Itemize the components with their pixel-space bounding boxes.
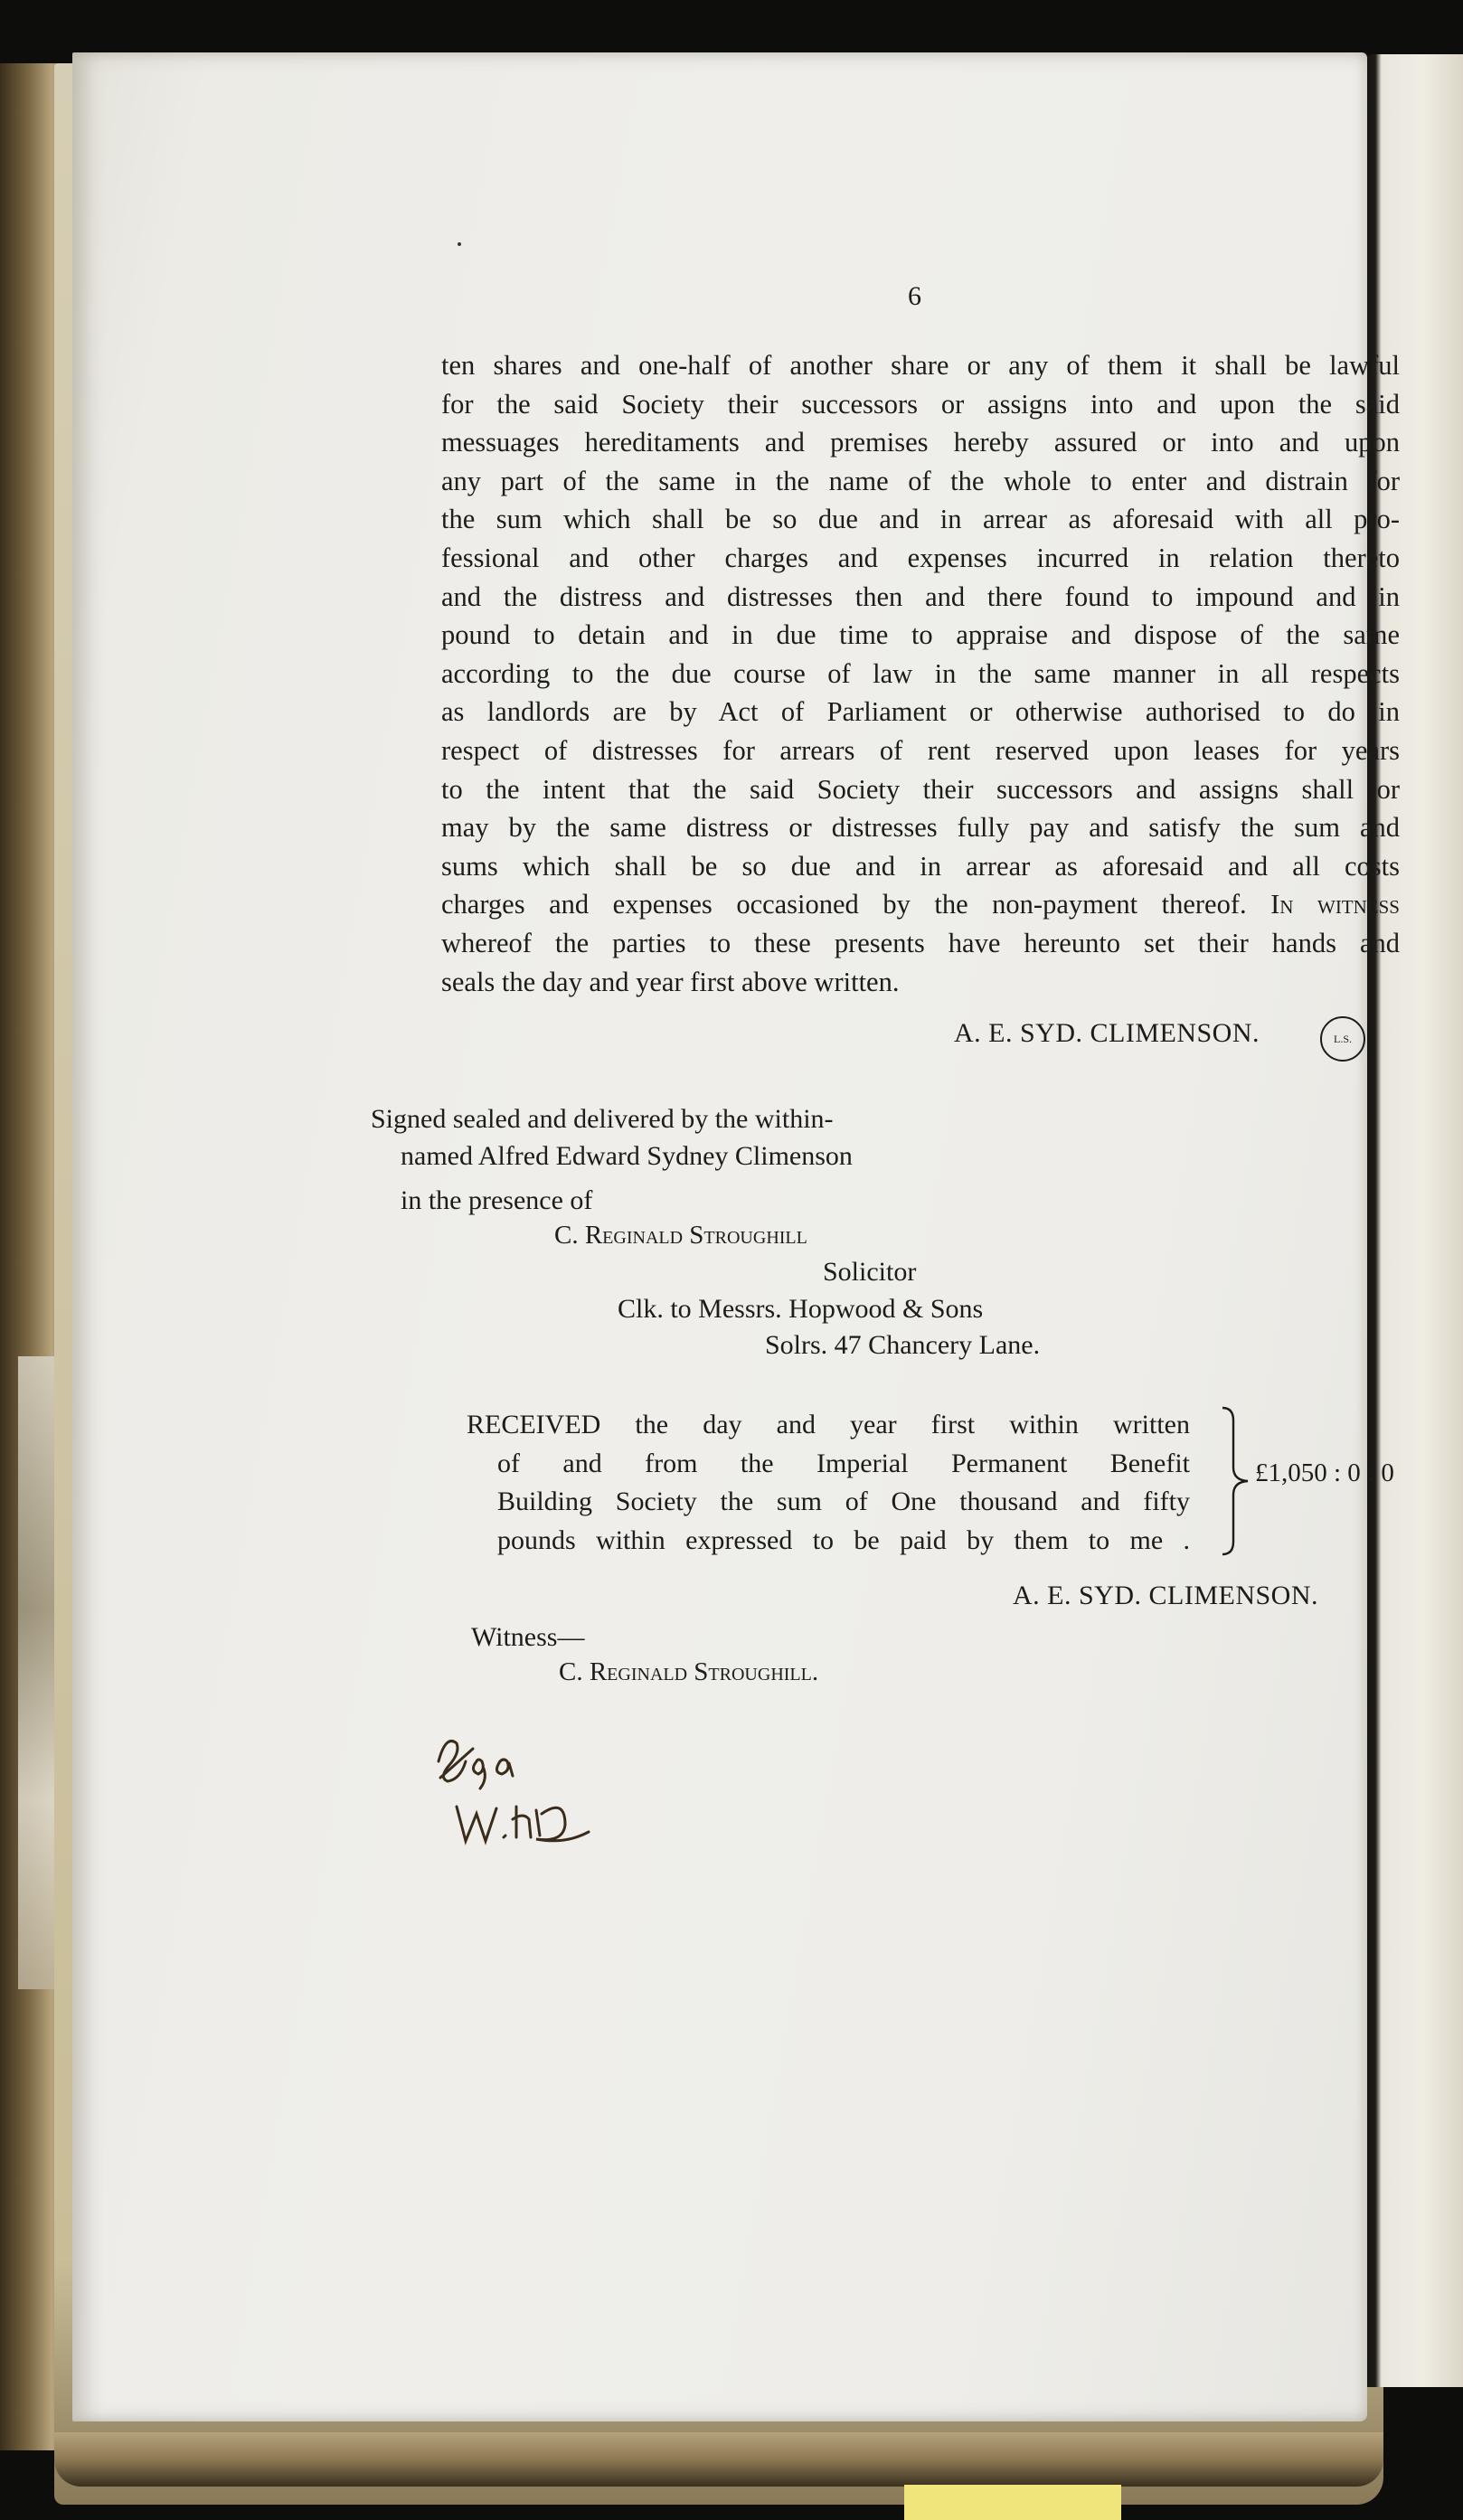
document-page (72, 52, 1400, 2421)
witness-title: Solicitor (823, 1257, 917, 1287)
receipt-signature: A. E. SYD. CLIMENSON. (1013, 1581, 1319, 1610)
body-line: any part of the same in the name of the whole to enter and distrain for (441, 465, 1400, 496)
binding-cloth-strip (18, 1356, 54, 1989)
body-line: may by the same distress or distresses fully pay and satisfy the sum and (441, 812, 1400, 844)
page-number: 6 (908, 281, 921, 311)
attestation-line-2: named Alfred Edward Sydney Climenson (401, 1141, 853, 1171)
body-line: messuages hereditaments and premises hereby assured or into and upon (441, 427, 1400, 458)
receipt-amount: £1,050 : 0 : 0 (1255, 1458, 1394, 1487)
body-line: respect of distresses for arrears of rent reserved upon leases for years (441, 734, 1400, 766)
yellow-tab (904, 2485, 1121, 2520)
body-line: for the said Society their successors or assigns into and upon the said (441, 388, 1400, 420)
body-line: pound to detain and in due time to appraise and dispose of the same (441, 619, 1400, 651)
deed-body (441, 346, 1400, 1001)
handwritten-initials (429, 1725, 610, 1870)
receipt-line: of and from the Imperial Permanent Benefit (497, 1448, 1190, 1478)
attestation-line-1: Signed sealed and delivered by the within- (371, 1104, 834, 1134)
attestation-line-3: in the presence of (401, 1185, 593, 1215)
body-line: seals the day and year first above written. (441, 966, 900, 997)
body-line: the sum which shall be so due and in arrear as aforesaid with all pro- (441, 504, 1400, 535)
body-line: fessional and other charges and expenses incurred in relation thereto (441, 542, 1400, 573)
body-line: whereof the parties to these presents have hereunto set their hands and (441, 927, 1400, 958)
receipt-line: RECEIVED the day and year first within written (467, 1410, 1190, 1439)
in-witness-phrase: In witness (1270, 889, 1400, 920)
witness-name: C. Reginald Stroughill (554, 1221, 807, 1250)
body-line: sums which shall be so due and in arrear as aforesaid and all costs (441, 850, 1400, 882)
ink-dot (458, 242, 461, 246)
witness-address: Solrs. 47 Chancery Lane. (765, 1330, 1041, 1360)
page-stack-bottom-edge (54, 2432, 1383, 2487)
receipt-witness-name: C. Reginald Stroughill. (559, 1657, 819, 1686)
witness-clerk: Clk. to Messrs. Hopwood & Sons (618, 1294, 984, 1324)
body-line: and the distress and distresses then and there found to impound and in (441, 580, 1400, 612)
receipt-line: Building Society the sum of One thousand and fifty (497, 1487, 1190, 1517)
grantor-signature: A. E. SYD. CLIMENSON. (954, 1018, 1260, 1048)
curly-brace-icon (1219, 1404, 1255, 1558)
body-line: according to the due course of law in the same manner in all respects (441, 657, 1400, 689)
body-line: as landlords are by Act of Parliament or otherwise authorised to do in (441, 696, 1400, 728)
body-line: to the intent that the said Society their successors and assigns shall or (441, 773, 1400, 805)
receipt-clause (467, 1406, 1190, 1561)
body-line-with-witness (441, 885, 1400, 924)
body-line: ten shares and one-half of another share or any of them it shall be lawful (441, 350, 1400, 381)
witness-label: Witness— (471, 1622, 585, 1652)
receipt-line: pounds within expressed to be paid by them to me . (497, 1525, 1190, 1556)
seal-circle: L.S. (1320, 1016, 1365, 1062)
body-line: charges and expenses occasioned by the non-payment thereof. (441, 889, 1247, 920)
